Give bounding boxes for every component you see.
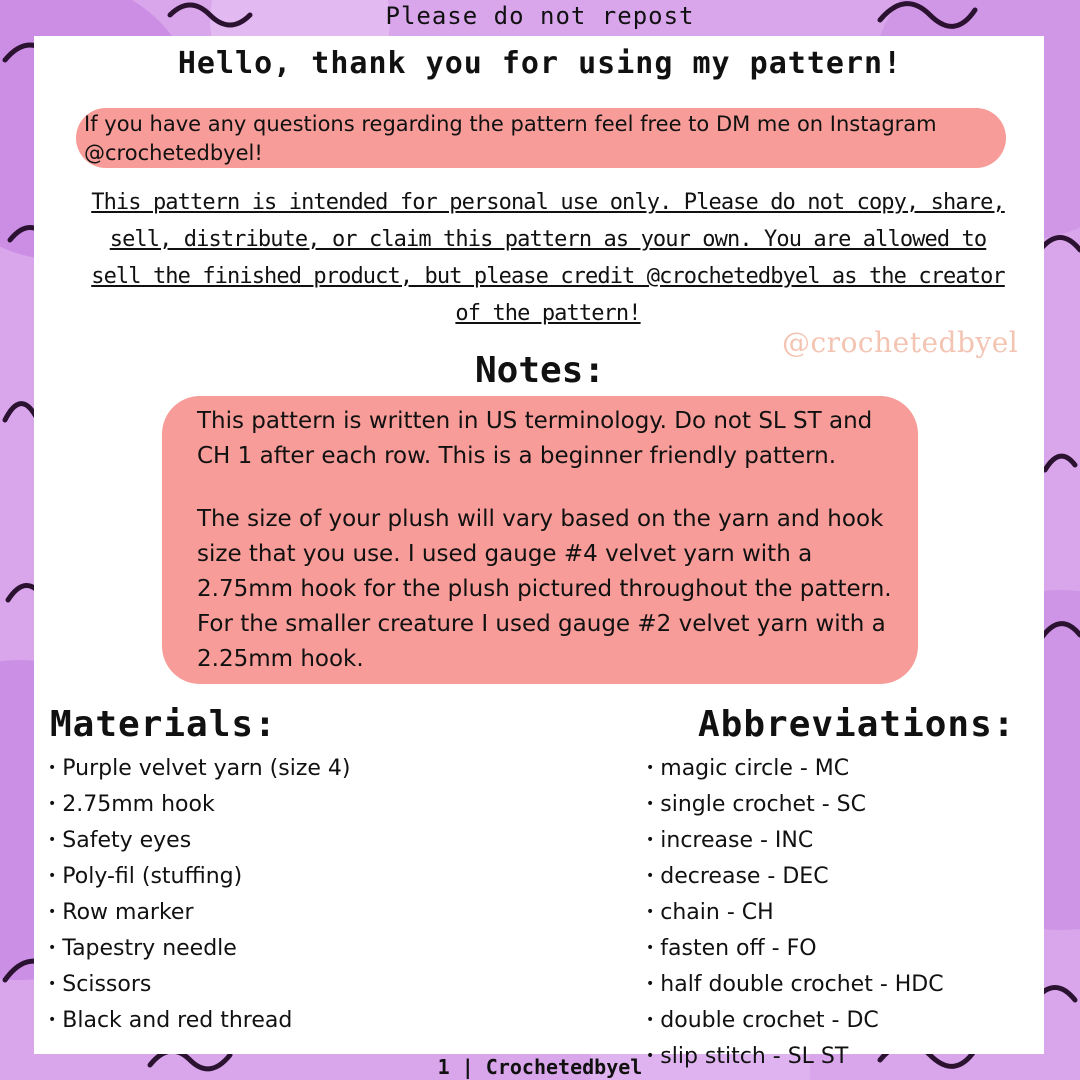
materials-list — [48, 752, 351, 1040]
list-item: • Scissors — [48, 968, 351, 1004]
materials-heading: Materials: — [50, 704, 277, 745]
page-title: Hello, thank you for using my pattern! — [177, 46, 903, 81]
contact-banner: If you have any questions regarding the pattern feel free to DM me on Instagram @crochetedbyel! — [76, 108, 1006, 168]
list-item: • Tapestry needle — [48, 932, 351, 968]
list-item: • Safety eyes — [48, 824, 351, 860]
list-item: • increase - INC — [646, 824, 944, 860]
list-item: • Poly-fil (stuffing) — [48, 860, 351, 896]
abbreviations-list — [646, 752, 944, 1076]
list-item: • Row marker — [48, 896, 351, 932]
list-item: • fasten off - FO — [646, 932, 944, 968]
notes-paragraph: This pattern is written in US terminology. Do not SL ST and CH 1 after each row. This is a beginner friendly pattern. — [197, 408, 873, 469]
notes-box — [162, 396, 918, 684]
abbreviations-heading: Abbreviations: — [698, 704, 1016, 745]
list-item: • half double crochet - HDC — [646, 968, 944, 1004]
page-footer: 1 | Crochetedbyel — [437, 1055, 643, 1079]
list-item: • 2.75mm hook — [48, 788, 351, 824]
notes-paragraph: The size of your plush will vary based on the yarn and hook size that you use. I used gauge #4 velvet yarn with a 2.75mm hook for the plush pictured throughout the pattern. For the smaller creature I used gauge #2 velvet yarn with a 2.25mm hook. — [197, 506, 892, 672]
list-item: • Purple velvet yarn (size 4) — [48, 752, 351, 788]
list-item: • magic circle - MC — [646, 752, 944, 788]
list-item: • single crochet - SC — [646, 788, 944, 824]
list-item: • chain - CH — [646, 896, 944, 932]
notes-heading: Notes: — [474, 350, 606, 391]
watermark: @crochetedbyel — [782, 326, 1019, 359]
list-item: • Black and red thread — [48, 1004, 351, 1040]
list-item: • decrease - DEC — [646, 860, 944, 896]
license-notice: This pattern is intended for personal use only. Please do not copy, share, sell, distribute, or claim this pattern as your own. You are allowed to sell the finished product, but please credit @crochetedbyel as the creator of the pattern! — [91, 190, 1005, 326]
list-item: • double crochet - DC — [646, 1004, 944, 1040]
repost-warning: Please do not repost — [385, 2, 695, 30]
list-item: • slip stitch - SL ST — [646, 1040, 944, 1076]
